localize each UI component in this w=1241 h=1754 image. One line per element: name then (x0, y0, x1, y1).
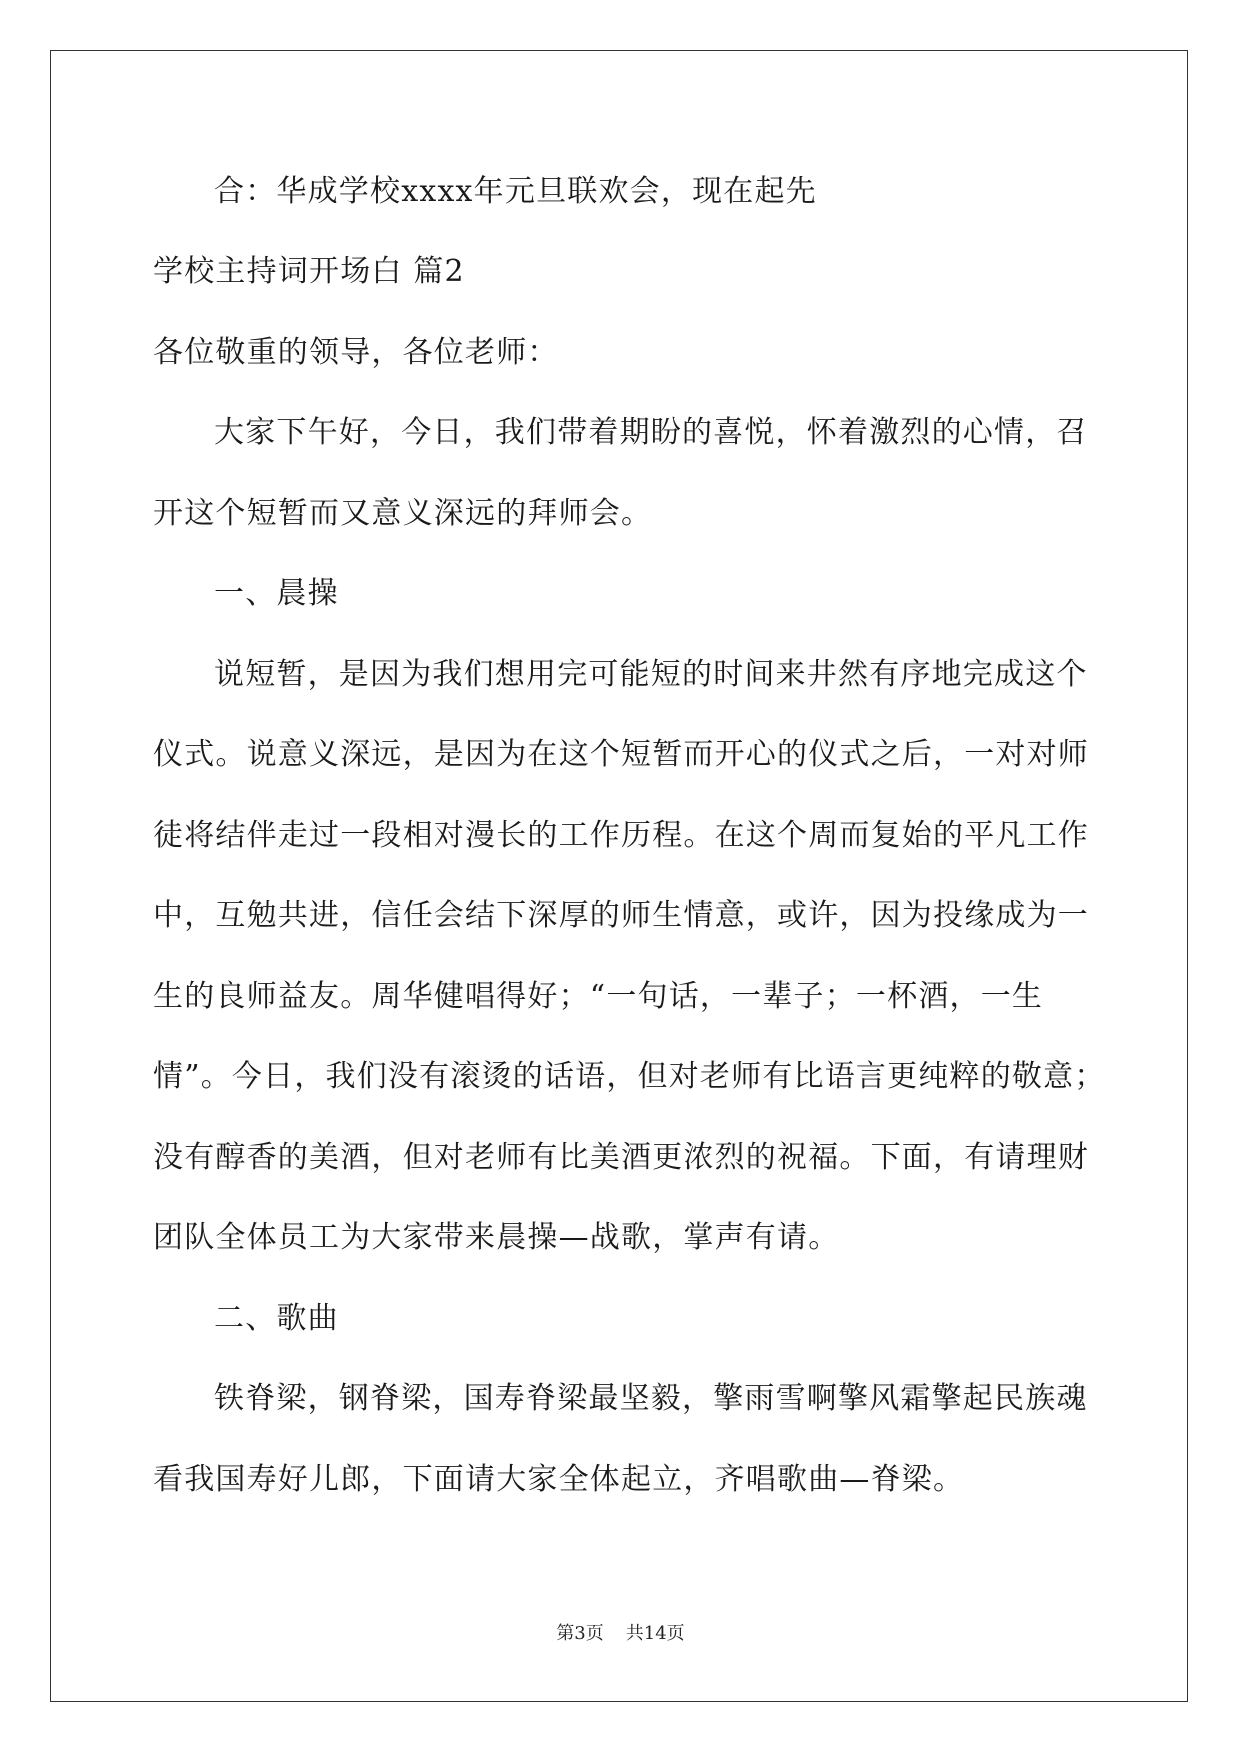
text-line: 看我国寿好儿郎，下面请大家全体起立，齐唱歌曲—脊梁。 (153, 1462, 965, 1497)
text-line: 徒将结伴走过一段相对漫长的工作历程。在这个周而复始的平凡工作 (153, 818, 1089, 853)
text-line: 铁脊梁，钢脊梁，国寿脊梁最坚毅，擎雨雪啊擎风霜擎起民族魂 (214, 1381, 1088, 1416)
text-line: 说短暂，是因为我们想用完可能短的时间来井然有序地完成这个 (214, 657, 1088, 692)
section-heading: 一、晨操 (214, 576, 339, 611)
text-line: 没有醇香的美酒，但对老师有比美酒更浓烈的祝福。下面，有请理财 (153, 1140, 1089, 1175)
text-line: 团队全体员工为大家带来晨操—战歌，掌声有请。 (153, 1220, 840, 1255)
section-heading: 二、歌曲 (214, 1301, 339, 1336)
page-footer (0, 1622, 1241, 1646)
text-line: 生的良师益友。周华健唱得好；“一句话，一辈子；一杯酒，一生 (153, 979, 1044, 1014)
page-total: 共14页 (625, 1623, 685, 1644)
page-border (50, 50, 1188, 1702)
section-heading: 学校主持词开场白 篇2 (153, 254, 465, 289)
text-line: 开这个短暂而又意义深远的拜师会。 (153, 496, 653, 531)
text-line: 仪式。说意义深远，是因为在这个短暂而开心的仪式之后，一对对师 (153, 737, 1089, 772)
text-line: 大家下午好，今日，我们带着期盼的喜悦，怀着激烈的心情，召 (214, 415, 1088, 450)
text-line: 情”。今日，我们没有滚烫的话语，但对老师有比语言更纯粹的敬意； (153, 1059, 1106, 1094)
page-number: 第3页 (556, 1623, 604, 1644)
text-line: 各位敬重的领导，各位老师： (153, 335, 559, 370)
text-line: 中，互勉共进，信任会结下深厚的师生情意，或许，因为投缘成为一 (153, 898, 1089, 933)
text-line: 合：华成学校xxxx年元旦联欢会，现在起先 (214, 174, 817, 209)
